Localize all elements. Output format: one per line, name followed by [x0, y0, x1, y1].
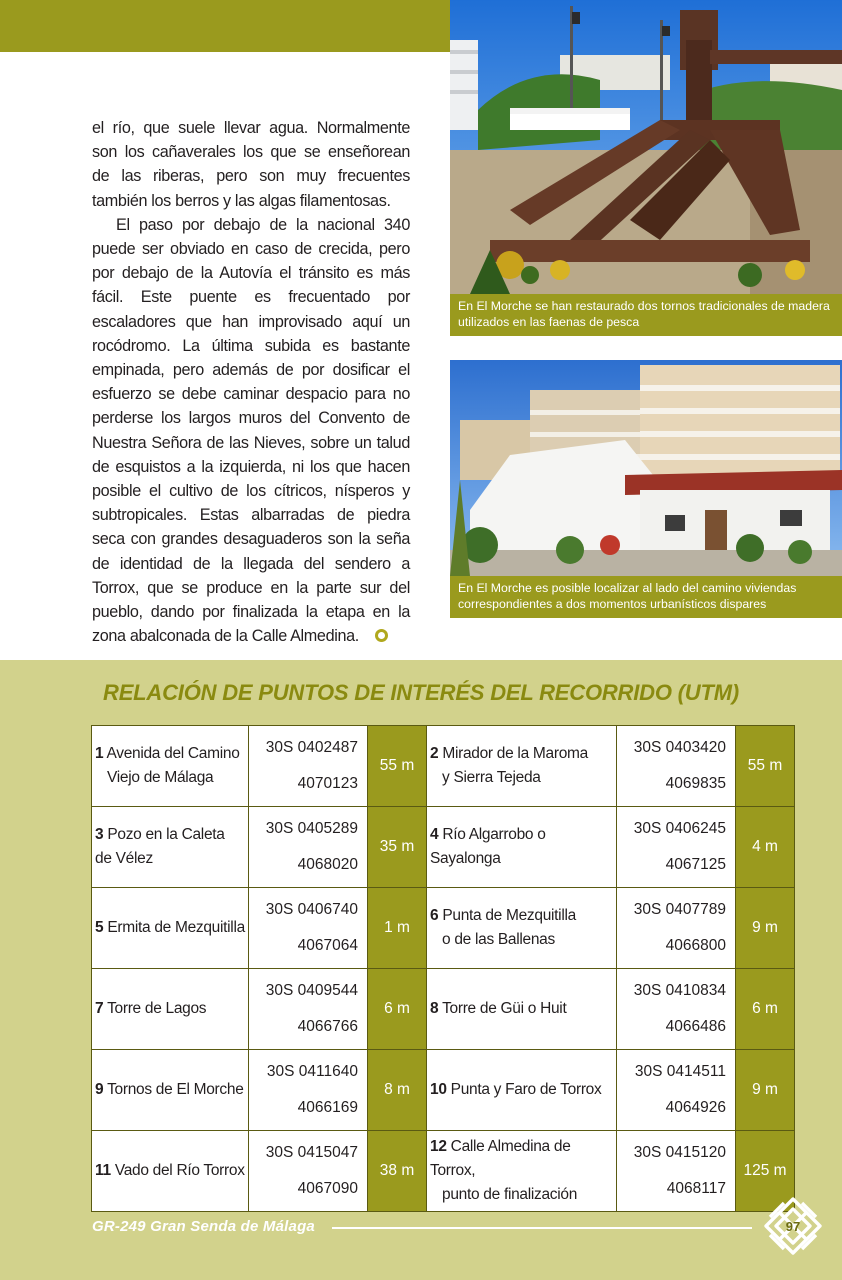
- poi-name-line-1: [95, 1078, 245, 1102]
- poi-number: 12: [430, 1138, 447, 1155]
- poi-utm-cell: [617, 1131, 736, 1212]
- poi-utm-cell: [249, 726, 368, 807]
- poi-name-line-1: [95, 742, 245, 766]
- poi-utm-easting: 30S 0409544: [265, 982, 358, 999]
- poi-utm-northing: 4067064: [297, 937, 358, 954]
- paragraph-2: [92, 213, 410, 649]
- poi-number: 2: [430, 745, 439, 762]
- poi-utm-easting: 30S 0406740: [265, 901, 358, 918]
- poi-altitude: 4 m: [736, 807, 795, 888]
- poi-altitude: 9 m: [736, 1050, 795, 1131]
- poi-utm-easting: 30S 0411640: [266, 1063, 358, 1080]
- poi-name: Calle Almedina de Torrox,: [430, 1138, 571, 1179]
- body-text: [92, 116, 410, 648]
- poi-utm-cell: [249, 1050, 368, 1131]
- poi-name-line-2: punto de finalización: [442, 1186, 578, 1203]
- poi-table-row: [92, 1131, 795, 1212]
- poi-utm-northing: 4067125: [665, 856, 726, 873]
- poi-utm-northing: 4069835: [665, 775, 726, 792]
- poi-name-line-1: [430, 1135, 613, 1183]
- poi-name-line-1: [95, 823, 245, 871]
- poi-utm-northing: 4070123: [297, 775, 358, 792]
- poi-name: Punta de Mezquitilla: [442, 907, 576, 924]
- poi-table-row: [92, 726, 795, 807]
- poi-name: Río Algarrobo o Sayalonga: [430, 826, 546, 867]
- poi-name-line-1: [430, 1078, 613, 1102]
- poi-name: Pozo en la Caleta de Vélez: [95, 826, 225, 867]
- poi-name: Torre de Güi o Huit: [442, 1000, 567, 1017]
- poi-altitude: 6 m: [736, 969, 795, 1050]
- poi-table-row: [92, 1050, 795, 1131]
- poi-name: Ermita de Mezquitilla: [107, 919, 245, 936]
- poi-utm-northing: 4066766: [297, 1018, 358, 1035]
- poi-utm-cell: [249, 1131, 368, 1212]
- poi-name-cell: [427, 1131, 617, 1212]
- poi-number: 7: [95, 1000, 104, 1017]
- poi-utm-cell: [249, 969, 368, 1050]
- poi-name-cell: [92, 888, 249, 969]
- poi-utm-northing: 4068117: [666, 1180, 726, 1197]
- poi-name-cell: [92, 807, 249, 888]
- poi-utm-northing: 4066486: [665, 1018, 726, 1035]
- poi-number: 4: [430, 826, 439, 843]
- poi-utm-cell: [617, 726, 736, 807]
- poi-utm-easting: 30S 0414511: [634, 1063, 726, 1080]
- poi-name-cell: [427, 888, 617, 969]
- poi-name-line-1: [95, 997, 245, 1021]
- poi-number: 8: [430, 1000, 439, 1017]
- poi-number: 5: [95, 919, 104, 936]
- poi-utm-easting: 30S 0406245: [633, 820, 726, 837]
- poi-number: 3: [95, 826, 104, 843]
- poi-altitude: 125 m: [736, 1131, 795, 1212]
- poi-altitude: 8 m: [368, 1050, 427, 1131]
- caption-photo-1: En El Morche se han restaurado dos tornos tradicionales de madera utilizados en las faenas de pesca: [450, 294, 842, 336]
- poi-utm-cell: [249, 807, 368, 888]
- photo-fishing-winch: [450, 0, 842, 294]
- poi-name-cell: [427, 807, 617, 888]
- poi-utm-easting: 30S 0402487: [265, 739, 358, 756]
- caption-photo-2: En El Morche es posible localizar al lado del camino viviendas correspondientes a dos momentos urbanísticos dispares: [450, 576, 842, 618]
- poi-altitude: 55 m: [736, 726, 795, 807]
- poi-utm-northing: 4064926: [665, 1099, 726, 1116]
- paragraph-1: el río, que suele llevar agua. Normalmente son los cañaverales los que se enseñorean de las riberas, pero son muy frecuentes también los berros y las algas filamentosas.: [92, 119, 410, 210]
- photo-el-morche-houses: [450, 360, 842, 576]
- footer-divider: [332, 1227, 752, 1229]
- poi-number: 9: [95, 1081, 104, 1098]
- poi-altitude: 9 m: [736, 888, 795, 969]
- poi-utm-cell: [249, 888, 368, 969]
- poi-number: 10: [430, 1081, 447, 1098]
- poi-name-line-1: [95, 916, 245, 940]
- poi-number: 11: [95, 1162, 111, 1179]
- header-band: [0, 0, 450, 52]
- poi-name-line-2: Viejo de Málaga: [107, 769, 214, 786]
- poi-utm-northing: 4067090: [297, 1180, 358, 1197]
- poi-utm-cell: [617, 807, 736, 888]
- poi-utm-easting: 30S 0410834: [633, 982, 726, 999]
- poi-table-body: [92, 726, 795, 1212]
- poi-utm-easting: 30S 0403420: [633, 739, 726, 756]
- points-of-interest-section: [0, 660, 842, 1280]
- poi-table-row: [92, 888, 795, 969]
- poi-number: 1: [95, 745, 104, 762]
- poi-utm-cell: [617, 888, 736, 969]
- poi-name-cell: [92, 1131, 249, 1212]
- end-marker-icon: [375, 629, 388, 642]
- poi-utm-easting: 30S 0415120: [633, 1144, 726, 1161]
- footer-title: GR-249 Gran Senda de Málaga: [92, 1218, 315, 1235]
- poi-utm-northing: 4066800: [665, 937, 726, 954]
- poi-name-cell: [92, 726, 249, 807]
- poi-name-line-1: [430, 997, 613, 1021]
- page-number: 97: [785, 1219, 801, 1234]
- poi-utm-easting: 30S 0415047: [265, 1144, 358, 1161]
- poi-name-line-1: [430, 823, 613, 871]
- poi-utm-cell: [617, 969, 736, 1050]
- poi-name-cell: [92, 969, 249, 1050]
- poi-name: Avenida del Camino: [106, 745, 240, 762]
- poi-altitude: 1 m: [368, 888, 427, 969]
- poi-altitude: 55 m: [368, 726, 427, 807]
- poi-name-cell: [92, 1050, 249, 1131]
- poi-utm-northing: 4068020: [297, 856, 358, 873]
- poi-name-cell: [427, 969, 617, 1050]
- poi-name-line-2: o de las Ballenas: [442, 931, 555, 948]
- poi-utm-cell: [617, 1050, 736, 1131]
- poi-altitude: 35 m: [368, 807, 427, 888]
- poi-name: Vado del Río Torrox: [114, 1162, 245, 1179]
- poi-name-cell: [427, 726, 617, 807]
- poi-name-line-2: y Sierra Tejeda: [442, 769, 541, 786]
- poi-name: Torre de Lagos: [107, 1000, 207, 1017]
- poi-name-line-1: [430, 742, 613, 766]
- poi-name-line-1: [430, 904, 613, 928]
- poi-table: [91, 725, 795, 1212]
- poi-name-line-1: [95, 1159, 245, 1183]
- poi-utm-easting: 30S 0407789: [633, 901, 726, 918]
- paragraph-2-text: El paso por debajo de la nacional 340 puede ser obviado en caso de crecida, pero por debajo de la Autovía el tránsito es más fácil. Este puente es frecuentado por escaladores que han improvisado aquí un rocódromo. La última subida es bastante empinada, pero además de por dosificar el esfuerzo se debe caminar despacio para no perderse los largos muros del Convento de Nuestra Señora de las Nieves, sobre un talud de esquistos a la izquierda, ni los que hacen posible el cultivo de los cítricos, nísperos y subtropicales. Estas albarradas de piedra seca con grandes desaguaderos son la seña de identidad de la llegada del sendero a Torrox, que se produce en la parte sur del pueblo, dando por finalizada la etapa en la zona abalconada de la Calle Almedina.: [92, 215, 410, 646]
- poi-utm-northing: 4066169: [297, 1099, 358, 1116]
- poi-altitude: 6 m: [368, 969, 427, 1050]
- poi-number: 6: [430, 907, 439, 924]
- poi-name: Tornos de El Morche: [107, 1081, 244, 1098]
- poi-table-row: [92, 807, 795, 888]
- poi-name: Punta y Faro de Torrox: [450, 1081, 602, 1098]
- poi-table-title: RELACIÓN DE PUNTOS DE INTERÉS DEL RECORRIDO (UTM): [103, 680, 739, 705]
- poi-table-row: [92, 969, 795, 1050]
- poi-name: Mirador de la Maroma: [442, 745, 588, 762]
- poi-name-cell: [427, 1050, 617, 1131]
- poi-utm-easting: 30S 0405289: [265, 820, 358, 837]
- poi-altitude: 38 m: [368, 1131, 427, 1212]
